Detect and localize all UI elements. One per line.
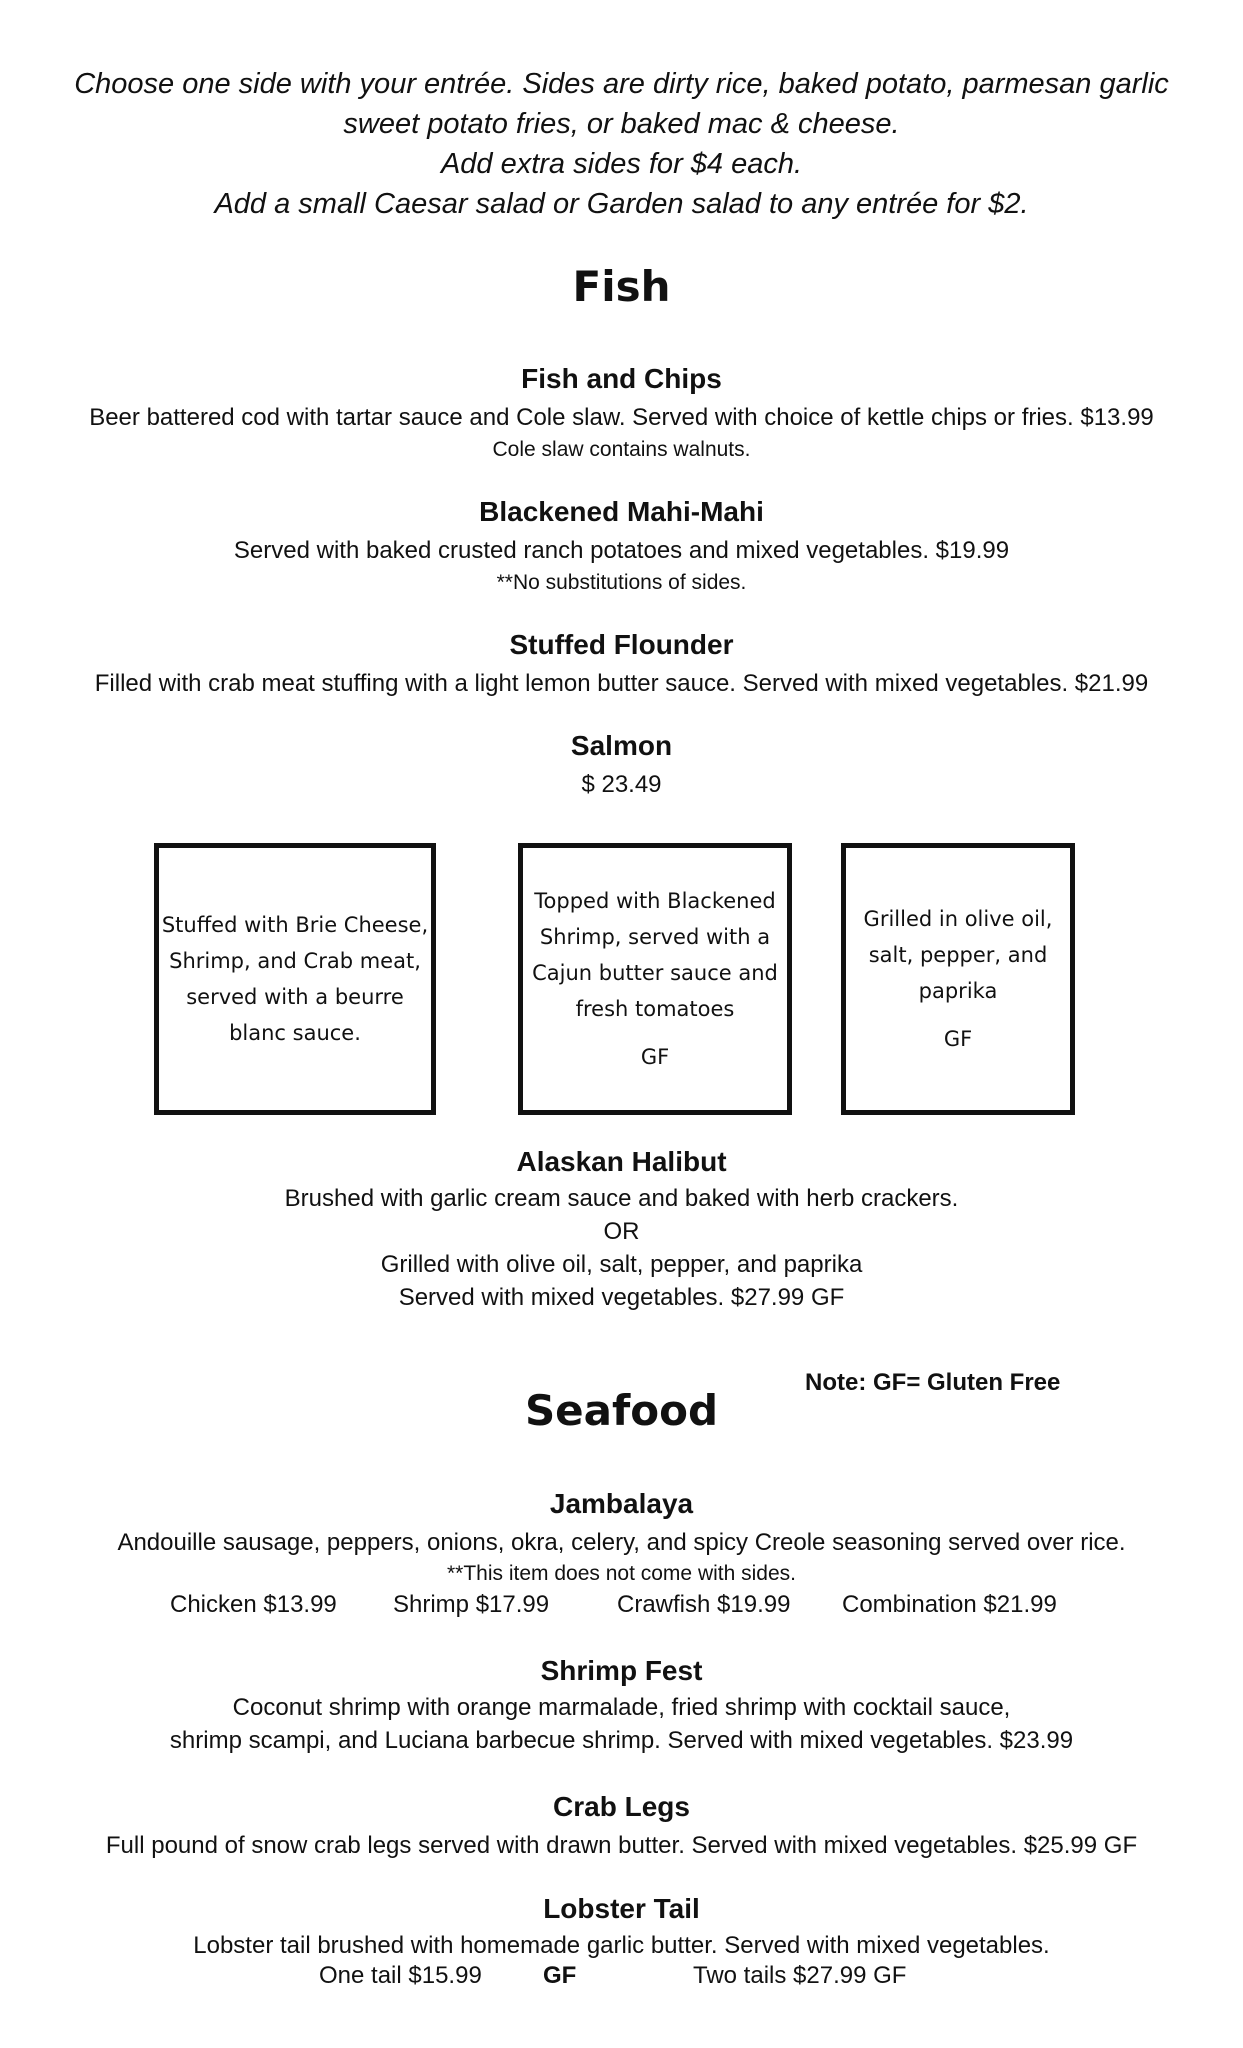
jambalaya-price-crawfish: Crawfish $19.99 xyxy=(617,1591,791,1618)
option-line: salt, pepper, and xyxy=(868,943,1048,967)
halibut-line: Served with mixed vegetables. $27.99 GF xyxy=(398,1284,845,1311)
lobster-two-tails-price: Two tails $27.99 GF xyxy=(693,1962,907,1989)
stuffed-flounder-title: Stuffed Flounder xyxy=(509,629,734,660)
intro-line: Add extra sides for $4 each. xyxy=(440,148,803,180)
lobster-tail-description: Lobster tail brushed with homemade garlic butter. Served with mixed vegetables. xyxy=(193,1932,1050,1959)
intro-line: sweet potato fries, or baked mac & cheese. xyxy=(343,108,900,140)
crab-legs-description: Full pound of snow crab legs served with drawn butter. Served with mixed vegetables. $25.99 GF xyxy=(105,1832,1138,1859)
salmon-title: Salmon xyxy=(570,730,673,761)
jambalaya-price-shrimp: Shrimp $17.99 xyxy=(393,1591,550,1618)
option-line: fresh tomatoes xyxy=(575,997,735,1021)
gf-label: GF xyxy=(640,1045,670,1069)
jambalaya-note: **This item does not come with sides. xyxy=(447,1562,796,1585)
intro-line: Add a small Caesar salad or Garden salad to any entrée for $2. xyxy=(214,188,1029,220)
intro-line: Choose one side with your entrée. Sides are dirty rice, baked potato, parmesan garlic xyxy=(74,68,1169,100)
option-line: served with a beurre xyxy=(186,985,404,1009)
shrimp-fest-line: Coconut shrimp with orange marmalade, fried shrimp with cocktail sauce, xyxy=(232,1694,1011,1721)
salmon-option-brie xyxy=(154,843,436,1115)
halibut-line: Brushed with garlic cream sauce and baked with herb crackers. xyxy=(284,1185,959,1212)
intro-text xyxy=(0,64,1243,224)
jambalaya-price-combination: Combination $21.99 xyxy=(842,1591,1057,1618)
shrimp-fest-title: Shrimp Fest xyxy=(540,1655,703,1686)
option-line: Stuffed with Brie Cheese, xyxy=(161,913,429,937)
option-line: Topped with Blackened xyxy=(534,889,776,913)
lobster-tail-title: Lobster Tail xyxy=(543,1893,700,1924)
option-line: blanc sauce. xyxy=(229,1021,361,1045)
mahi-mahi-note: **No substitutions of sides. xyxy=(496,571,747,594)
fish-and-chips-note: Cole slaw contains walnuts. xyxy=(492,438,751,461)
gluten-free-note: Note: GF= Gluten Free xyxy=(805,1369,1061,1396)
fish-and-chips-description: Beer battered cod with tartar sauce and Cole slaw. Served with choice of kettle chips or fries. $13.99 xyxy=(89,404,1154,431)
halibut-line: OR xyxy=(603,1218,640,1245)
salmon-price: $ 23.49 xyxy=(581,771,662,798)
gf-label: GF xyxy=(943,1027,973,1051)
jambalaya-price-chicken: Chicken $13.99 xyxy=(170,1591,337,1618)
stuffed-flounder-description: Filled with crab meat stuffing with a light lemon butter sauce. Served with mixed vegetables. $21.99 xyxy=(94,670,1149,697)
salmon-option-grilled xyxy=(841,843,1075,1115)
option-line: paprika xyxy=(918,979,998,1003)
option-line: Cajun butter sauce and xyxy=(532,961,778,985)
jambalaya-description: Andouille sausage, peppers, onions, okra, celery, and spicy Creole seasoning served over rice. xyxy=(117,1529,1126,1556)
alaskan-halibut-description xyxy=(0,1182,1243,1314)
seafood-section-title: Seafood xyxy=(524,1386,719,1435)
option-line: Shrimp, and Crab meat, xyxy=(169,949,421,973)
crab-legs-title: Crab Legs xyxy=(553,1791,690,1822)
alaskan-halibut-title: Alaskan Halibut xyxy=(516,1146,727,1177)
jambalaya-title: Jambalaya xyxy=(549,1488,694,1519)
mahi-mahi-title: Blackened Mahi-Mahi xyxy=(479,496,764,527)
fish-and-chips-title: Fish and Chips xyxy=(521,363,722,394)
lobster-one-tail-price: One tail $15.99 xyxy=(319,1962,482,1989)
salmon-option-blackened-shrimp xyxy=(518,843,792,1115)
mahi-mahi-description: Served with baked crusted ranch potatoes and mixed vegetables. $19.99 xyxy=(233,537,1010,564)
option-line: Grilled in olive oil, xyxy=(863,907,1053,931)
option-line: Shrimp, served with a xyxy=(539,925,771,949)
fish-section-title: Fish xyxy=(572,262,671,311)
halibut-line: Grilled with olive oil, salt, pepper, and paprika xyxy=(380,1251,863,1278)
shrimp-fest-description xyxy=(0,1691,1243,1757)
shrimp-fest-line: shrimp scampi, and Luciana barbecue shrimp. Served with mixed vegetables. $23.99 xyxy=(169,1727,1074,1754)
lobster-gf-label: GF xyxy=(543,1962,577,1989)
